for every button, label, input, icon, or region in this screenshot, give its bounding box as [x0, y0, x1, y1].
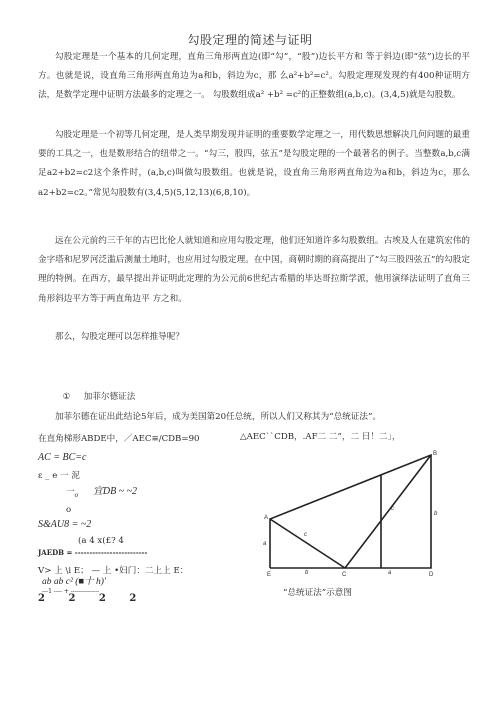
paragraph-question: 那么，勾股定理可以怎样推导呢？	[55, 332, 184, 342]
paragraph-definition: 勾股定理是一个基本的几何定理，直角三角形两直边(即“勾”，“股”)边长平方和 等于斜边(即“弦”)边长的平方。也就是说，设直角三角形两直角边为a和b，斜边为c，那 么a²+b²=c²。勾股定理现发现约有400种证明方法，是数学定理中证明方法最多的定理之一。 勾股数组成a² +b² =c²的正整数组(a,b,c)。(3,4,5)就是勾股数。	[38, 52, 470, 101]
congruence-statement: △AEC``CDB，.AF二 二”，二 日！二」，	[240, 432, 401, 442]
garbled-line-v: V> 上 \i E； — 上 •妇门：二上上 E：	[38, 566, 189, 576]
equation-sau: S&AU8 = ~2	[38, 519, 92, 530]
garbled-dash: 一	[66, 487, 75, 497]
trapezoid-statement: 在直角梯形ABDE中，／AEC≡/CDB=90	[38, 434, 200, 444]
label-e: E	[267, 572, 272, 578]
fraction-bars: ---1 ---- + --------------	[42, 588, 100, 595]
label-a: A	[264, 515, 269, 521]
section-number: ①	[62, 392, 71, 402]
paragraph-history: 勾股定理是一个初等几何定理，是人类早期发现并证明的重要数学定理之一，用代数思想解决几何问题的最重要的工具之一，也是数形结合的纽带之一。“勾三，股四，弦五”是勾股定理的一个最著名的例子。当整数a,b,c满足a2+b2=c2这个条件时，(a,b,c)叫做勾股数组。也就是说，设直角三角形两直角边为a和b，斜边为c，那么a2+b2=c2。”常见勾股数有(3,4,5)(5,12,13)(6,8,10)。	[38, 130, 470, 198]
equation-ac-bc: AC = BC=c	[38, 452, 87, 463]
denominator-2: 2	[68, 593, 76, 604]
garbled-sub: o	[74, 491, 79, 499]
figure-labels	[263, 451, 438, 578]
garbled-sub-expression: (a 4 x(£? 4	[78, 536, 124, 546]
garbled-line-1: ε _ e 一 泥	[38, 471, 80, 481]
label-side-b2: b	[434, 511, 438, 517]
section-heading-text: 加菲尔德证法	[83, 392, 136, 402]
denominator-4: 2	[129, 593, 137, 604]
section-intro: 加菲尔德在证出此结论5年后，成为美国第20任总统，所以人们又称其为“总统证法”。	[55, 412, 381, 422]
trapezoid-outline	[270, 455, 431, 568]
label-side-b1: b	[305, 570, 309, 576]
label-side-c2: c	[391, 506, 394, 512]
equation-ab: ab ab c² (■十 h)'	[42, 577, 106, 587]
label-b: B	[433, 451, 438, 457]
segment-ec	[270, 519, 345, 568]
label-d: D	[429, 572, 434, 578]
label-side-c1: c	[304, 532, 307, 538]
paragraph-ancient: 远在公元前约三千年的古巴比伦人就知道和应用勾股定理，他们还知道许多勾股数组。古埃及人在建筑宏伟的金字塔和尼罗河泛滥后测量土地时，也应用过勾股定理。在中国，商朝时期的商高提出了“勾三股四弦五”的勾股定理的特例。在西方，最早提出并证明此定理的为公元前6世纪古希腊的毕达哥拉斯学派，他用演绎法证明了直角三角形斜边平方等于两直角边平 方之和。	[38, 236, 470, 304]
trapezoid-lines	[270, 455, 431, 568]
figure-caption: “总统证法”示意图	[283, 588, 352, 598]
label-c: C	[342, 572, 347, 578]
equation-jaedb: JAEDB = -------------------------	[38, 548, 148, 557]
label-side-a1: a	[263, 541, 267, 547]
garbled-dot: o	[66, 505, 72, 515]
page-title: 勾股定理的简述与证明	[187, 33, 313, 47]
denominator-1: 2	[38, 593, 45, 604]
label-side-a2: a	[388, 570, 392, 576]
denominator-3: 2	[98, 593, 106, 604]
garbled-db: 宜DB ~ ~2	[92, 486, 137, 497]
